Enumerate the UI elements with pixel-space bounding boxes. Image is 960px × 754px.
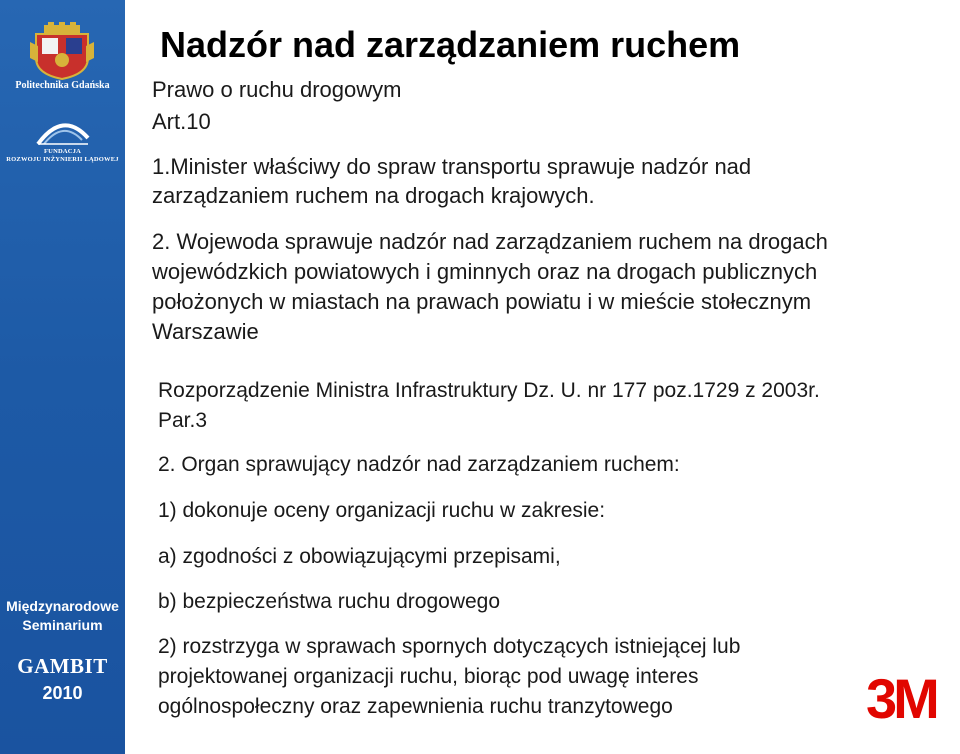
regulation-point2: 2. Organ sprawujący nadzór nad zarządzaniem ruchem:: [158, 453, 680, 476]
regulation-item1: 1) dokonuje oceny organizacji ruchu w zakresie:: [158, 499, 606, 522]
sidebar: [0, 0, 125, 754]
sponsor-logo-3m: 3M: [866, 667, 936, 730]
regulation-item2-line: ogólnospołeczny oraz zapewnienia ruchu tranzytowego: [158, 695, 673, 718]
regulation-item2-line: projektowanej organizacji ruchu, biorąc pod uwagę interes: [158, 665, 699, 688]
regulation-title: Rozporządzenie Ministra Infrastruktury Dz. U. nr 177 poz.1729 z 2003r.: [158, 379, 820, 402]
law-point1-line: 1.Minister właściwy do spraw transportu sprawuje nadzór nad: [152, 154, 752, 179]
law-article: Art.10: [152, 109, 211, 134]
regulation-item-a: a) zgodności z obowiązującymi przepisami,: [158, 545, 561, 568]
law-point2-line: 2. Wojewoda sprawuje nadzór nad zarządzaniem ruchem na drogach: [152, 229, 828, 254]
law-point2-line: położonych w miastach na prawach powiatu i w mieście stołecznym: [152, 289, 812, 314]
seminar-label-line2: Seminarium: [22, 617, 103, 633]
foundation-name-line1: FUNDACJA: [44, 148, 81, 155]
regulation-item2-line: 2) rozstrzyga w sprawach spornych dotyczących istniejącej lub: [158, 635, 741, 658]
seminar-label-line1: Międzynarodowe: [6, 598, 119, 614]
event-year: 2010: [42, 683, 83, 703]
university-name: Politechnika Gdańska: [15, 80, 110, 91]
event-name: GAMBIT: [17, 654, 108, 678]
law-name: Prawo o ruchu drogowym: [152, 77, 402, 102]
regulation-paragraph: Par.3: [158, 409, 208, 432]
law-point2-line: Warszawie: [152, 319, 259, 344]
regulation-item-b: b) bezpieczeństwa ruchu drogowego: [158, 590, 501, 613]
law-point1-line: zarządzaniem ruchem na drogach krajowych.: [152, 183, 595, 208]
foundation-name-line2: ROZWOJU INŻYNIERII LĄDOWEJ: [6, 156, 119, 163]
page-title: Nadzór nad zarządzaniem ruchem: [160, 24, 741, 65]
university-crest-icon: [30, 22, 94, 80]
foundation-bridge-icon: [36, 116, 90, 146]
law-point2-line: wojewódzkich powiatowych i gminnych oraz na drogach publicznych: [152, 259, 818, 284]
